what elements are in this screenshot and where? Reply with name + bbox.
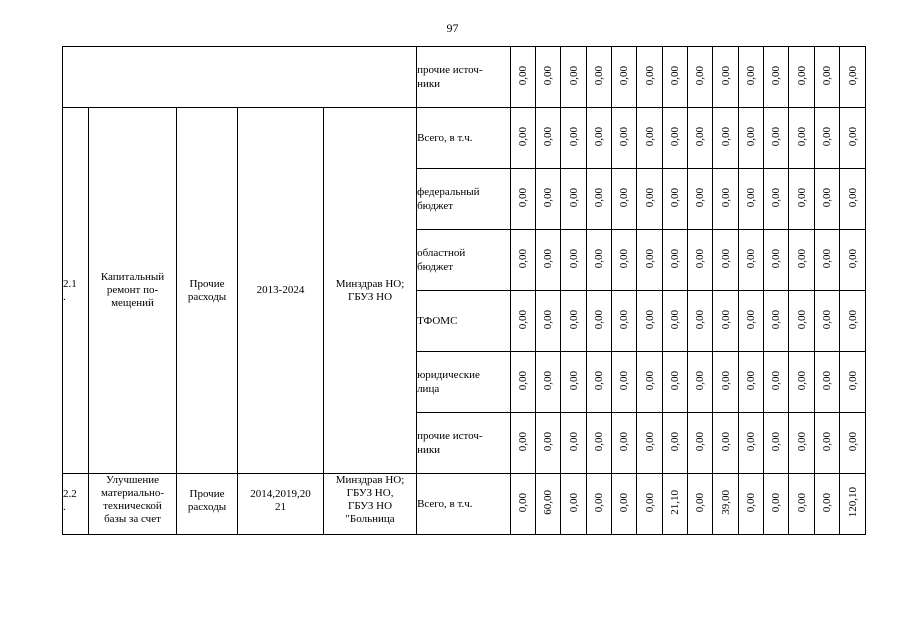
value-text: 0,00	[795, 126, 808, 147]
value-text: 0,00	[542, 187, 555, 208]
period: 2013-2024	[238, 108, 324, 474]
value-cell	[764, 169, 789, 230]
value-text: 0,00	[517, 309, 530, 330]
value-text: 0,00	[643, 126, 656, 147]
value-text: 0,00	[745, 187, 758, 208]
value-text: 0,00	[846, 248, 859, 269]
value-cell	[561, 108, 587, 169]
value-cell	[536, 108, 561, 169]
value-text: 0,00	[770, 65, 783, 86]
value-cell	[637, 169, 663, 230]
value-text: 0,00	[542, 309, 555, 330]
value-text: 0,00	[567, 248, 580, 269]
value-cell	[536, 230, 561, 291]
value-cell	[663, 474, 688, 535]
value-text: 0,00	[719, 126, 732, 147]
value-cell	[511, 291, 536, 352]
value-text: 0,00	[719, 309, 732, 330]
expense-type: Прочие расходы	[177, 108, 238, 474]
value-cell	[561, 474, 587, 535]
value-text: 21,10	[669, 490, 682, 515]
value-text: 0,00	[846, 431, 859, 452]
value-text: 0,00	[517, 187, 530, 208]
value-cell	[511, 352, 536, 413]
value-cell	[739, 47, 764, 108]
value-cell	[663, 108, 688, 169]
value-cell	[815, 108, 840, 169]
value-text: 0,00	[593, 370, 606, 391]
value-text: 0,00	[694, 65, 707, 86]
value-text: 0,00	[517, 492, 530, 513]
value-cell	[815, 352, 840, 413]
value-text: 0,00	[770, 309, 783, 330]
table-row	[63, 474, 866, 535]
value-text: 0,00	[618, 492, 631, 513]
value-cell	[713, 291, 739, 352]
funding-source-cell: прочие источ- ники	[417, 413, 511, 474]
value-text: 0,00	[643, 431, 656, 452]
value-text: 0,00	[770, 248, 783, 269]
value-cell	[561, 352, 587, 413]
value-text: 0,00	[694, 370, 707, 391]
value-cell	[612, 169, 637, 230]
value-cell	[688, 352, 713, 413]
value-cell	[789, 230, 815, 291]
budget-table	[62, 46, 866, 535]
item-name: Улучшение материально- технической базы за счет	[89, 474, 177, 535]
value-cell	[840, 47, 866, 108]
value-text: 0,00	[821, 431, 834, 452]
value-cell	[561, 230, 587, 291]
value-cell	[536, 413, 561, 474]
value-cell	[688, 474, 713, 535]
value-cell	[789, 352, 815, 413]
value-cell	[815, 291, 840, 352]
value-cell	[789, 47, 815, 108]
value-cell	[663, 169, 688, 230]
value-cell	[840, 291, 866, 352]
value-text: 0,00	[719, 187, 732, 208]
value-text: 0,00	[542, 370, 555, 391]
value-cell	[511, 108, 536, 169]
value-text: 0,00	[517, 248, 530, 269]
value-text: 0,00	[745, 492, 758, 513]
value-text: 0,00	[846, 65, 859, 86]
funding-source-cell: областной бюджет	[417, 230, 511, 291]
value-text: 0,00	[745, 126, 758, 147]
value-cell	[789, 108, 815, 169]
value-text: 0,00	[618, 431, 631, 452]
value-cell	[713, 47, 739, 108]
value-cell	[815, 169, 840, 230]
value-cell	[561, 169, 587, 230]
value-text: 0,00	[593, 248, 606, 269]
value-text: 0,00	[821, 370, 834, 391]
value-cell	[536, 47, 561, 108]
value-text: 0,00	[593, 309, 606, 330]
value-text: 0,00	[821, 187, 834, 208]
value-cell	[637, 47, 663, 108]
executor: Минздрав НО; ГБУЗ НО	[324, 108, 417, 474]
value-cell	[511, 413, 536, 474]
value-cell	[587, 47, 612, 108]
item-name: Капитальный ремонт по- мещений	[89, 108, 177, 474]
value-cell	[511, 474, 536, 535]
value-text: 0,00	[795, 187, 808, 208]
value-text: 0,00	[745, 65, 758, 86]
value-text: 0,00	[669, 431, 682, 452]
value-text: 0,00	[517, 65, 530, 86]
value-cell	[764, 47, 789, 108]
value-cell	[713, 474, 739, 535]
value-cell	[612, 291, 637, 352]
value-cell	[587, 413, 612, 474]
blank-cell	[63, 47, 417, 108]
value-text: 0,00	[542, 431, 555, 452]
value-cell	[764, 352, 789, 413]
value-text: 0,00	[618, 248, 631, 269]
value-text: 0,00	[567, 309, 580, 330]
value-text: 0,00	[694, 248, 707, 269]
value-cell	[637, 291, 663, 352]
value-text: 0,00	[770, 370, 783, 391]
value-text: 0,00	[694, 492, 707, 513]
value-cell	[688, 108, 713, 169]
value-cell	[739, 230, 764, 291]
value-cell	[840, 352, 866, 413]
value-cell	[789, 291, 815, 352]
value-cell	[536, 291, 561, 352]
value-text: 0,00	[846, 370, 859, 391]
value-text: 0,00	[643, 309, 656, 330]
value-text: 0,00	[846, 126, 859, 147]
value-text: 0,00	[795, 370, 808, 391]
value-cell	[612, 474, 637, 535]
value-text: 0,00	[745, 309, 758, 330]
value-cell	[511, 47, 536, 108]
value-cell	[739, 352, 764, 413]
value-text: 0,00	[795, 431, 808, 452]
value-text: 0,00	[593, 431, 606, 452]
value-text: 0,00	[567, 431, 580, 452]
item-index: 2.1 .	[63, 108, 89, 474]
value-cell	[663, 47, 688, 108]
value-text: 60,00	[542, 490, 555, 515]
value-text: 0,00	[669, 187, 682, 208]
value-text: 0,00	[542, 248, 555, 269]
value-cell	[536, 169, 561, 230]
funding-source-cell: юридические лица	[417, 352, 511, 413]
value-cell	[789, 413, 815, 474]
value-cell	[688, 413, 713, 474]
value-cell	[688, 291, 713, 352]
value-text: 0,00	[770, 126, 783, 147]
value-text: 120,10	[846, 487, 859, 518]
value-cell	[536, 352, 561, 413]
value-cell	[764, 413, 789, 474]
value-cell	[587, 474, 612, 535]
value-text: 0,00	[643, 65, 656, 86]
value-cell	[663, 291, 688, 352]
value-cell	[764, 230, 789, 291]
value-cell	[739, 413, 764, 474]
value-text: 0,00	[719, 248, 732, 269]
value-cell	[840, 413, 866, 474]
value-text: 0,00	[846, 309, 859, 330]
value-text: 0,00	[694, 431, 707, 452]
value-text: 0,00	[795, 309, 808, 330]
value-text: 0,00	[719, 431, 732, 452]
value-text: 0,00	[542, 65, 555, 86]
funding-source-cell: федеральный бюджет	[417, 169, 511, 230]
value-text: 0,00	[669, 370, 682, 391]
value-cell	[637, 108, 663, 169]
value-text: 0,00	[567, 187, 580, 208]
value-text: 0,00	[567, 126, 580, 147]
value-text: 0,00	[694, 309, 707, 330]
value-cell	[739, 169, 764, 230]
page-number: 97	[446, 21, 459, 35]
value-text: 0,00	[643, 187, 656, 208]
value-text: 0,00	[618, 370, 631, 391]
value-cell	[511, 169, 536, 230]
value-cell	[789, 169, 815, 230]
value-cell	[815, 230, 840, 291]
funding-source-cell: Всего, в т.ч.	[417, 108, 511, 169]
value-text: 0,00	[770, 431, 783, 452]
value-cell	[612, 230, 637, 291]
value-cell	[840, 230, 866, 291]
value-cell	[663, 230, 688, 291]
table-row	[63, 108, 866, 169]
value-cell	[713, 169, 739, 230]
value-cell	[764, 291, 789, 352]
value-text: 0,00	[593, 126, 606, 147]
value-cell	[688, 230, 713, 291]
value-text: 0,00	[567, 370, 580, 391]
value-text: 0,00	[517, 126, 530, 147]
value-cell	[815, 413, 840, 474]
value-text: 0,00	[669, 65, 682, 86]
value-cell	[663, 352, 688, 413]
value-text: 0,00	[821, 492, 834, 513]
value-cell	[739, 474, 764, 535]
value-cell	[840, 474, 866, 535]
value-cell	[688, 47, 713, 108]
value-text: 0,00	[795, 492, 808, 513]
value-cell	[688, 169, 713, 230]
value-cell	[713, 352, 739, 413]
value-text: 0,00	[770, 187, 783, 208]
value-text: 0,00	[719, 65, 732, 86]
value-cell	[840, 169, 866, 230]
value-cell	[587, 108, 612, 169]
executor: Минздрав НО; ГБУЗ НО, ГБУЗ НО "Больница	[324, 474, 417, 535]
value-cell	[536, 474, 561, 535]
expense-type: Прочие расходы	[177, 474, 238, 535]
value-text: 0,00	[846, 187, 859, 208]
value-text: 0,00	[694, 126, 707, 147]
value-text: 0,00	[567, 492, 580, 513]
value-cell	[713, 230, 739, 291]
value-cell	[713, 413, 739, 474]
value-text: 0,00	[618, 126, 631, 147]
value-cell	[612, 47, 637, 108]
funding-source-cell: Всего, в т.ч.	[417, 474, 511, 535]
value-cell	[713, 108, 739, 169]
value-cell	[815, 47, 840, 108]
value-cell	[764, 474, 789, 535]
value-cell	[561, 413, 587, 474]
value-cell	[612, 413, 637, 474]
value-cell	[587, 291, 612, 352]
table-row	[63, 47, 866, 108]
value-text: 0,00	[593, 187, 606, 208]
value-cell	[663, 413, 688, 474]
value-cell	[789, 474, 815, 535]
value-text: 0,00	[821, 309, 834, 330]
value-text: 0,00	[694, 187, 707, 208]
value-cell	[739, 108, 764, 169]
value-cell	[739, 291, 764, 352]
value-text: 0,00	[542, 126, 555, 147]
value-text: 0,00	[821, 126, 834, 147]
item-index: 2.2 .	[63, 474, 89, 535]
value-text: 0,00	[821, 65, 834, 86]
value-text: 0,00	[593, 492, 606, 513]
value-text: 0,00	[821, 248, 834, 269]
value-text: 0,00	[745, 431, 758, 452]
value-cell	[764, 108, 789, 169]
value-text: 0,00	[618, 65, 631, 86]
value-text: 0,00	[643, 370, 656, 391]
value-text: 0,00	[669, 126, 682, 147]
value-text: 0,00	[593, 65, 606, 86]
funding-source-cell: прочие источ- ники	[417, 47, 511, 108]
value-text: 0,00	[795, 65, 808, 86]
value-cell	[637, 352, 663, 413]
value-text: 0,00	[618, 309, 631, 330]
value-cell	[637, 474, 663, 535]
value-text: 0,00	[643, 492, 656, 513]
value-text: 0,00	[567, 65, 580, 86]
value-cell	[612, 108, 637, 169]
value-cell	[840, 108, 866, 169]
value-cell	[587, 169, 612, 230]
value-text: 0,00	[643, 248, 656, 269]
value-text: 0,00	[517, 431, 530, 452]
value-text: 0,00	[618, 187, 631, 208]
value-cell	[815, 474, 840, 535]
value-text: 39,00	[719, 490, 732, 515]
value-cell	[637, 230, 663, 291]
value-cell	[511, 230, 536, 291]
funding-source-cell: ТФОМС	[417, 291, 511, 352]
value-cell	[561, 291, 587, 352]
value-text: 0,00	[719, 370, 732, 391]
value-cell	[637, 413, 663, 474]
value-cell	[612, 352, 637, 413]
value-text: 0,00	[745, 248, 758, 269]
value-cell	[561, 47, 587, 108]
value-text: 0,00	[669, 248, 682, 269]
value-text: 0,00	[795, 248, 808, 269]
value-text: 0,00	[745, 370, 758, 391]
value-text: 0,00	[517, 370, 530, 391]
value-cell	[587, 230, 612, 291]
value-text: 0,00	[669, 309, 682, 330]
value-text: 0,00	[770, 492, 783, 513]
period: 2014,2019,20 21	[238, 474, 324, 535]
value-cell	[587, 352, 612, 413]
